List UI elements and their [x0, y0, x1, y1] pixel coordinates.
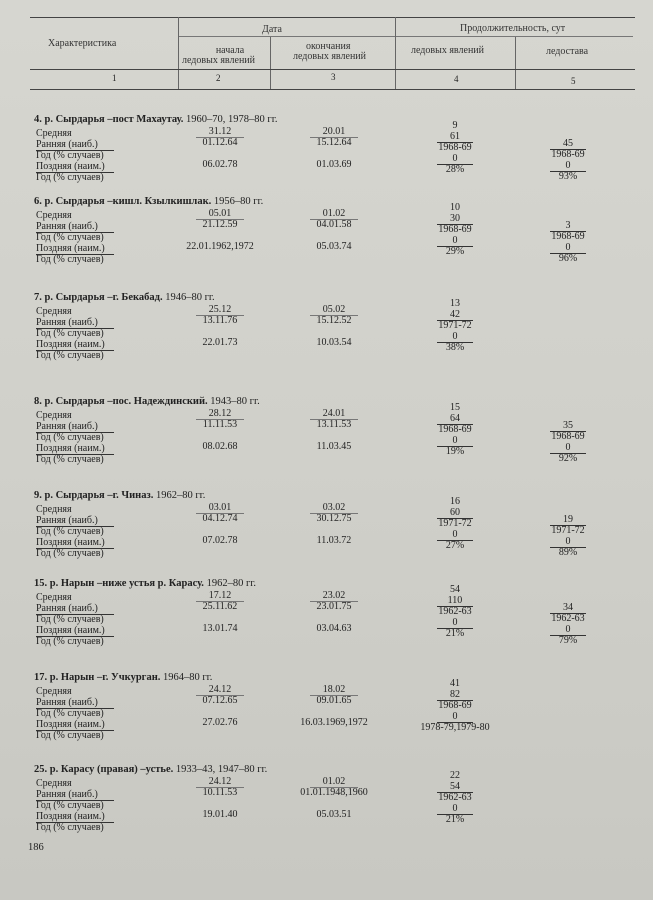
end-date-value: 23.02 — [322, 590, 346, 601]
label-earliest: Ранняя (наиб.) — [36, 603, 98, 614]
station-number-dot: . — [39, 292, 45, 303]
col-number-5: 5 — [571, 76, 576, 86]
freeze-duration-value: 19 — [563, 514, 573, 525]
label-divider — [36, 730, 114, 731]
label-divider — [36, 328, 114, 329]
start-date-value: 05.01 — [208, 208, 232, 219]
fraction-bar — [437, 540, 473, 541]
station-title — [34, 764, 267, 775]
label-average: Средняя — [36, 778, 72, 789]
label-divider — [36, 232, 114, 233]
freeze-duration-value: 3 — [565, 220, 571, 231]
fraction-bar — [437, 792, 473, 793]
station-title — [34, 672, 212, 683]
station-number: 17 — [34, 672, 45, 683]
fraction-bar — [550, 547, 586, 548]
ice-duration-value: 54 — [450, 781, 460, 792]
label-earliest: Ранняя (наиб.) — [36, 221, 98, 232]
station-name: р. Сырдарья –пост Махаутау. — [44, 114, 184, 125]
station-period: 1933–43, 1947–80 гг. — [175, 764, 268, 775]
header-end-1: окончания — [306, 41, 351, 52]
ice-duration-value: 54 — [450, 584, 460, 595]
label-earliest: Ранняя (наиб.) — [36, 139, 98, 150]
fraction-bar — [437, 164, 473, 165]
end-date-value: 03.04.63 — [316, 623, 352, 634]
label-year-percent: Год (% случаев) — [36, 548, 104, 559]
end-date-value: 16.03.1969,1972 — [300, 717, 368, 728]
station-number: 6 — [34, 196, 40, 207]
value-divider — [196, 695, 244, 696]
station-number-dot: . — [39, 396, 45, 407]
end-date-value: 15.12.52 — [316, 315, 352, 326]
header-col-divider — [515, 37, 516, 89]
station-number-dot: . — [44, 672, 50, 683]
start-date-value: 07.02.78 — [202, 535, 238, 546]
label-year-percent: Год (% случаев) — [36, 454, 104, 465]
value-divider — [310, 419, 358, 420]
label-year-percent: Год (% случаев) — [36, 526, 104, 537]
ice-duration-value: 41 — [450, 678, 460, 689]
label-latest: Поздняя (наим.) — [36, 719, 105, 730]
station-title — [34, 578, 256, 589]
col-number-1: 1 — [112, 73, 117, 83]
label-year-percent: Год (% случаев) — [36, 150, 104, 161]
end-date-value: 20.01 — [322, 126, 346, 137]
start-date-value: 03.01 — [208, 502, 232, 513]
label-divider — [36, 614, 114, 615]
station-name: р. Нарын –г. Учкурган. — [49, 672, 161, 683]
label-year-percent: Год (% случаев) — [36, 730, 104, 741]
station-title — [34, 292, 215, 303]
station-number: 4 — [34, 114, 40, 125]
label-divider — [36, 432, 114, 433]
label-year-percent: Год (% случаев) — [36, 614, 104, 625]
ice-duration-value: 19% — [445, 446, 465, 457]
label-divider — [36, 150, 114, 151]
fraction-bar — [550, 231, 586, 232]
ice-duration-value: 0 — [452, 235, 458, 246]
freeze-duration-value: 0 — [565, 536, 571, 547]
ice-duration-value: 0 — [452, 153, 458, 164]
header-characteristic: Характеристика — [48, 38, 117, 49]
freeze-duration-value: 96% — [558, 253, 578, 264]
freeze-duration-value: 1962-63 — [551, 613, 585, 624]
label-average: Средняя — [36, 210, 72, 221]
ice-duration-value: 0 — [452, 529, 458, 540]
station-number-dot: . — [39, 196, 45, 207]
ice-duration-value: 82 — [450, 689, 460, 700]
col-number-2: 2 — [216, 73, 221, 83]
freeze-duration-value: 45 — [563, 138, 573, 149]
freeze-duration-value: 92% — [558, 453, 578, 464]
label-earliest: Ранняя (наиб.) — [36, 317, 98, 328]
value-divider — [196, 601, 244, 602]
station-name: р. Нарын –ниже устья р. Карасу. — [49, 578, 204, 589]
end-date-value: 09.01.65 — [316, 695, 352, 706]
fraction-bar — [437, 722, 473, 723]
ice-duration-value: 110 — [447, 595, 463, 606]
station-number-dot: . — [44, 578, 50, 589]
fraction-bar — [550, 525, 586, 526]
freeze-duration-value: 34 — [563, 602, 573, 613]
start-date-value: 06.02.78 — [202, 159, 238, 170]
header-sub-rule — [178, 36, 633, 37]
ice-duration-value: 1971-72 — [438, 320, 472, 331]
ice-duration-value: 0 — [452, 617, 458, 628]
start-date-value: 04.12.74 — [202, 513, 238, 524]
value-divider — [310, 787, 358, 788]
freeze-duration-value: 35 — [563, 420, 573, 431]
label-divider — [36, 172, 114, 173]
label-latest: Поздняя (наим.) — [36, 537, 105, 548]
end-date-value: 23.01.75 — [316, 601, 352, 612]
label-earliest: Ранняя (наиб.) — [36, 421, 98, 432]
end-date-value: 03.02 — [322, 502, 346, 513]
freeze-duration-value: 0 — [565, 242, 571, 253]
start-date-value: 27.02.76 — [202, 717, 238, 728]
value-divider — [196, 787, 244, 788]
label-divider — [36, 454, 114, 455]
start-date-value: 25.12 — [208, 304, 232, 315]
label-average: Средняя — [36, 592, 72, 603]
start-date-value: 24.12 — [208, 776, 232, 787]
ice-duration-value: 30 — [450, 213, 460, 224]
start-date-value: 13.11.76 — [202, 315, 238, 326]
start-date-value: 24.12 — [208, 684, 232, 695]
station-name: р. Сырдарья –г. Бекабад. — [44, 292, 163, 303]
end-date-value: 05.03.51 — [316, 809, 352, 820]
freeze-duration-value: 1971-72 — [551, 525, 585, 536]
station-name: р. Карасу (правая) –устье. — [49, 764, 174, 775]
value-divider — [196, 137, 244, 138]
value-divider — [196, 315, 244, 316]
fraction-bar — [550, 431, 586, 432]
ice-duration-value: 0 — [452, 435, 458, 446]
station-title — [34, 196, 263, 207]
fraction-bar — [550, 635, 586, 636]
ice-duration-value: 42 — [450, 309, 460, 320]
label-year-percent: Год (% случаев) — [36, 432, 104, 443]
label-average: Средняя — [36, 686, 72, 697]
header-col-divider — [178, 17, 179, 89]
value-divider — [310, 695, 358, 696]
freeze-duration-value: 1968-69 — [551, 149, 585, 160]
header-duration: Продолжительность, сут — [460, 23, 566, 34]
label-average: Средняя — [36, 128, 72, 139]
label-year-percent: Год (% случаев) — [36, 800, 104, 811]
header-ice-events: ледовых явлений — [411, 45, 484, 56]
header-number-rule — [30, 69, 635, 70]
station-period: 1943–80 гг. — [210, 396, 260, 407]
end-date-value: 01.02 — [322, 776, 346, 787]
label-average: Средняя — [36, 410, 72, 421]
freeze-duration-value: 0 — [565, 160, 571, 171]
start-date-value: 07.12.65 — [202, 695, 238, 706]
start-date-value: 31.12 — [208, 126, 232, 137]
header-end-2: ледовых явлений — [293, 51, 366, 62]
label-average: Средняя — [36, 306, 72, 317]
value-divider — [310, 137, 358, 138]
station-number-dot: . — [39, 490, 45, 501]
freeze-duration-value: 79% — [558, 635, 578, 646]
start-date-value: 17.12 — [208, 590, 232, 601]
station-name: р. Сырдарья –пос. Надеждинский. — [44, 396, 208, 407]
label-year-percent: Год (% случаев) — [36, 636, 104, 647]
fraction-bar — [437, 342, 473, 343]
start-date-value: 28.12 — [208, 408, 232, 419]
start-date-value: 01.12.64 — [202, 137, 238, 148]
station-period: 1946–80 гг. — [165, 292, 215, 303]
fraction-bar — [437, 246, 473, 247]
label-divider — [36, 636, 114, 637]
header-bottom-rule — [30, 89, 635, 90]
page-number: 186 — [28, 842, 44, 853]
station-number: 15 — [34, 578, 45, 589]
start-date-value: 13.01.74 — [202, 623, 238, 634]
fraction-bar — [437, 606, 473, 607]
label-divider — [36, 822, 114, 823]
label-divider — [36, 350, 114, 351]
station-number: 9 — [34, 490, 40, 501]
ice-duration-value: 1968-69 — [438, 224, 472, 235]
station-number: 25 — [34, 764, 45, 775]
fraction-bar — [550, 613, 586, 614]
fraction-bar — [437, 320, 473, 321]
value-divider — [196, 219, 244, 220]
label-year-percent: Год (% случаев) — [36, 232, 104, 243]
fraction-bar — [437, 142, 473, 143]
header-date: Дата — [262, 24, 282, 35]
ice-duration-value: 1968-69 — [438, 142, 472, 153]
ice-duration-value: 1978-79,1979-80 — [420, 722, 490, 733]
label-latest: Поздняя (наим.) — [36, 811, 105, 822]
header-start-1: начала — [215, 45, 245, 56]
label-average: Средняя — [36, 504, 72, 515]
ice-duration-value: 1971-72 — [438, 518, 472, 529]
end-date-value: 05.03.74 — [316, 241, 352, 252]
freeze-duration-value: 1968-69 — [551, 431, 585, 442]
station-title — [34, 396, 260, 407]
label-divider — [36, 526, 114, 527]
start-date-value: 22.01.1962,1972 — [186, 241, 254, 252]
station-name: р. Сырдарья –кишл. Кзылкишлак. — [44, 196, 212, 207]
ice-duration-value: 21% — [445, 628, 465, 639]
fraction-bar — [437, 224, 473, 225]
station-title — [34, 490, 205, 501]
fraction-bar — [550, 149, 586, 150]
station-period: 1956–80 гг. — [213, 196, 264, 207]
freeze-duration-value: 89% — [558, 547, 578, 558]
ice-duration-value: 21% — [445, 814, 465, 825]
header-col-divider — [395, 17, 396, 89]
end-date-value: 05.02 — [322, 304, 346, 315]
station-number: 7 — [34, 292, 40, 303]
ice-duration-value: 0 — [452, 711, 458, 722]
station-title — [34, 114, 277, 125]
end-date-value: 01.03.69 — [316, 159, 352, 170]
fraction-bar — [550, 171, 586, 172]
header-freeze: ледостава — [546, 46, 589, 57]
label-divider — [36, 254, 114, 255]
end-date-value: 15.12.64 — [316, 137, 352, 148]
start-date-value: 08.02.68 — [202, 441, 238, 452]
label-divider — [36, 708, 114, 709]
value-divider — [310, 601, 358, 602]
station-period: 1962–80 гг. — [206, 578, 256, 589]
station-number: 8 — [34, 396, 40, 407]
ice-duration-value: 1962-63 — [438, 606, 472, 617]
value-divider — [310, 513, 358, 514]
label-latest: Поздняя (наим.) — [36, 339, 105, 350]
label-latest: Поздняя (наим.) — [36, 625, 105, 636]
ice-duration-value: 60 — [450, 507, 460, 518]
label-earliest: Ранняя (наиб.) — [36, 515, 98, 526]
station-period: 1962–80 гг. — [155, 490, 206, 501]
label-year-percent: Год (% случаев) — [36, 350, 104, 361]
value-divider — [196, 513, 244, 514]
fraction-bar — [437, 628, 473, 629]
col-number-3: 3 — [331, 72, 336, 82]
ice-duration-value: 16 — [450, 496, 460, 507]
end-date-value: 11.03.45 — [316, 441, 352, 452]
ice-duration-value: 64 — [450, 413, 460, 424]
label-divider — [36, 800, 114, 801]
ice-duration-value: 1968-69 — [438, 700, 472, 711]
freeze-duration-value: 93% — [558, 171, 578, 182]
label-year-percent: Год (% случаев) — [36, 254, 104, 265]
fraction-bar — [437, 518, 473, 519]
header-start-2: ледовых явлений — [182, 55, 255, 66]
start-date-value: 19.01.40 — [202, 809, 238, 820]
header-top-rule — [30, 17, 635, 18]
fraction-bar — [437, 424, 473, 425]
ice-duration-value: 0 — [452, 803, 458, 814]
end-date-value: 01.01.1948,1960 — [300, 787, 368, 798]
label-year-percent: Год (% случаев) — [36, 328, 104, 339]
fraction-bar — [437, 446, 473, 447]
freeze-duration-value: 0 — [565, 442, 571, 453]
end-date-value: 18.02 — [322, 684, 346, 695]
label-year-percent: Год (% случаев) — [36, 172, 104, 183]
start-date-value: 10.11.53 — [202, 787, 238, 798]
freeze-duration-value: 1968-69 — [551, 231, 585, 242]
label-latest: Поздняя (наим.) — [36, 443, 105, 454]
end-date-value: 24.01 — [322, 408, 346, 419]
station-number-dot: . — [44, 764, 50, 775]
ice-duration-value: 29% — [445, 246, 465, 257]
fraction-bar — [550, 453, 586, 454]
end-date-value: 01.02 — [322, 208, 346, 219]
ice-duration-value: 22 — [450, 770, 460, 781]
label-earliest: Ранняя (наиб.) — [36, 697, 98, 708]
end-date-value: 10.03.54 — [316, 337, 352, 348]
label-latest: Поздняя (наим.) — [36, 243, 105, 254]
fraction-bar — [550, 253, 586, 254]
ice-duration-value: 13 — [450, 298, 460, 309]
header-col-divider — [270, 37, 271, 89]
end-date-value: 11.03.72 — [316, 535, 352, 546]
start-date-value: 11.11.53 — [202, 419, 238, 430]
ice-duration-value: 15 — [450, 402, 460, 413]
value-divider — [310, 315, 358, 316]
end-date-value: 30.12.75 — [316, 513, 352, 524]
ice-duration-value: 28% — [445, 164, 465, 175]
start-date-value: 22.01.73 — [202, 337, 238, 348]
freeze-duration-value: 0 — [565, 624, 571, 635]
station-number-dot: . — [39, 114, 45, 125]
ice-duration-value: 38% — [445, 342, 465, 353]
ice-duration-value: 1962-63 — [438, 792, 472, 803]
end-date-value: 13.11.53 — [316, 419, 352, 430]
fraction-bar — [437, 700, 473, 701]
ice-duration-value: 61 — [450, 131, 460, 142]
fraction-bar — [437, 814, 473, 815]
station-period: 1960–70, 1978–80 гг. — [186, 114, 278, 125]
label-earliest: Ранняя (наиб.) — [36, 789, 98, 800]
col-number-4: 4 — [454, 74, 459, 84]
label-latest: Поздняя (наим.) — [36, 161, 105, 172]
label-divider — [36, 548, 114, 549]
label-year-percent: Год (% случаев) — [36, 822, 104, 833]
start-date-value: 25.11.62 — [202, 601, 238, 612]
ice-duration-value: 27% — [445, 540, 465, 551]
label-year-percent: Год (% случаев) — [36, 708, 104, 719]
station-name: р. Сырдарья –г. Чиназ. — [44, 490, 154, 501]
end-date-value: 04.01.58 — [316, 219, 352, 230]
value-divider — [196, 419, 244, 420]
start-date-value: 21.12.59 — [202, 219, 238, 230]
ice-duration-value: 0 — [452, 331, 458, 342]
station-period: 1964–80 гг. — [163, 672, 213, 683]
ice-duration-value: 1968-69 — [438, 424, 472, 435]
value-divider — [310, 219, 358, 220]
ice-duration-value: 9 — [452, 120, 458, 131]
ice-duration-value: 10 — [450, 202, 460, 213]
